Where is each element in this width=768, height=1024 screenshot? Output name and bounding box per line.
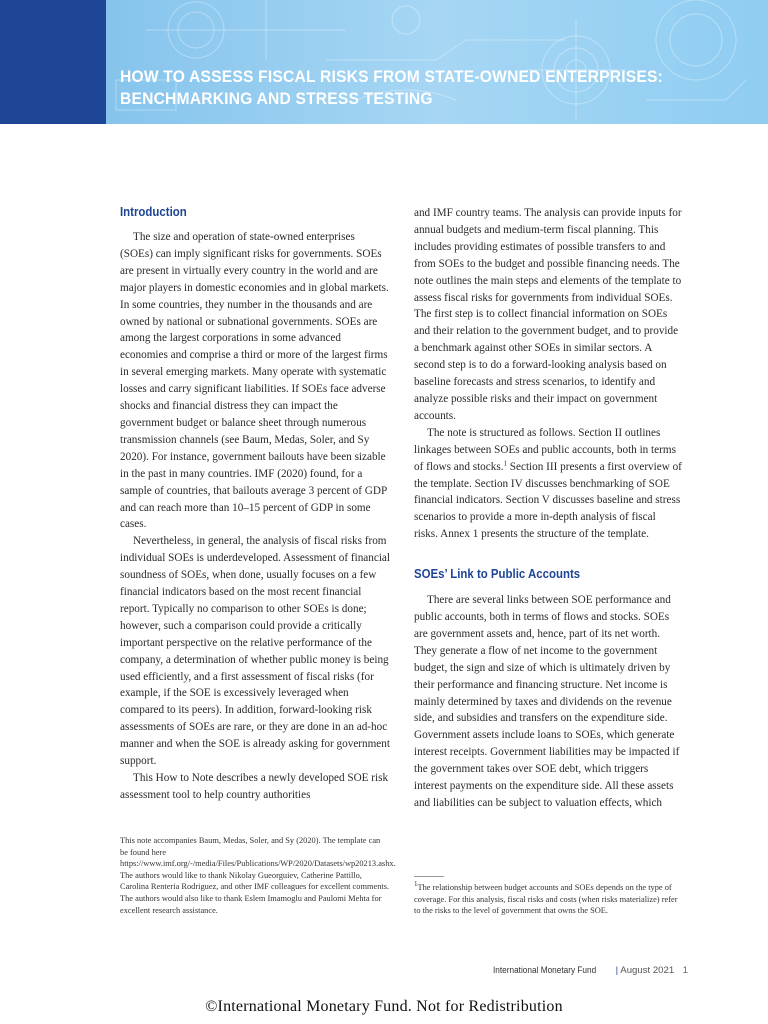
document-title-line-1: HOW TO ASSESS FISCAL RISKS FROM STATE-OWNED ENTERPRISES: xyxy=(120,67,663,86)
footer-organization: International Monetary Fund xyxy=(493,965,597,976)
left-column xyxy=(120,203,390,804)
page-number: 1 xyxy=(682,965,688,976)
right-column xyxy=(414,205,682,812)
introduction-paragraph-3: This How to Note describes a newly developed SOE risk assessment tool to help country authorities xyxy=(120,772,389,801)
page-footer xyxy=(493,965,688,976)
footnote-1-number: 1 xyxy=(414,880,418,889)
footnote-reference-1[interactable]: 1 xyxy=(503,458,507,467)
structure-paragraph xyxy=(414,425,682,543)
soes-link-heading: SOEs’ Link to Public Accounts xyxy=(414,566,581,582)
copyright-notice: ©International Monetary Fund. Not for Redistribution xyxy=(205,998,563,1015)
introduction-heading: Introduction xyxy=(120,204,187,219)
footnote-1 xyxy=(414,882,684,917)
document-title xyxy=(120,66,672,110)
header-blue-block xyxy=(0,0,106,124)
footer-date: August 2021 xyxy=(620,965,675,976)
title-footnote: This note accompanies Baum, Medas, Soler, and Sy (2020). The template can be found here https://www.imf.org/-/media/Files/Publications/WP/2020/Datasets/wp20213.ashx. The authors would like to thank Nikolay Gueorguiev, Catherine Pattillo, Carolina Renteria Rodriguez, and other IMF colleagues for excellent comments. The authors would also like to thank Eslem Imamoglu and Paulomi Mehta for excellent research assistance. xyxy=(120,836,396,915)
header-banner xyxy=(0,0,768,124)
document-title-line-2: BENCHMARKING AND STRESS TESTING xyxy=(120,89,433,108)
structure-text-1: The note is structured as follows. Section II outlines linkages between SOEs and public accounts, both in terms of flows and stocks. xyxy=(414,426,676,473)
introduction-paragraph-1: The size and operation of state-owned enterprises (SOEs) can imply significant risks for governments. SOEs are present in virtually every country in the world and are major players in domestic economies and in global markets. In some countries, they number in the thousands and are owned by national or subnational governments. SOEs are among the largest corporations in some advanced economies and comprise a third or more of the largest firms in several emerging markets. Many operate with systematic losses and carry significant liabilities. If SOEs face adverse shocks and financial distress they can impact the government budget or balance sheet through numerous transmission channels (see Baum, Medas, Soler, and Sy 2020). For instance, government bailouts have been sizable in the past in many countries. IMF (2020) found, for a sample of countries, that bailouts average 3 percent of GDP and can reach more than 10–15 percent of GDP in some cases. xyxy=(120,231,389,531)
footer-separator: | xyxy=(613,965,621,976)
footnote-1-text: The relationship between budget accounts and SOEs depends on the type of coverage. For this analysis, fiscal risks and costs (when risks materialize) refer to the risks to the level of government that owns the SOE. xyxy=(414,883,678,916)
soes-link-paragraph: There are several links between SOE performance and public accounts, both in terms of flows and stocks. SOEs are government assets and, hence, part of its net worth. They generate a flow of net income to the government budget, the sign and size of which is ultimately driven by their performance and financing structure. Net income is mainly determined by taxes and dividends on the revenue side, and subsidies and transfers on the expenditure side. Government assets include loans to SOEs, which generate interest receipts. Government liabilities may be impacted if the government takes over SOE debt, which triggers interest payments on the expenditure side. All these assets and liabilities can be subject to valuation effects, which xyxy=(414,594,680,809)
structure-text-2: Section III presents a first overview of the template. Section IV discusses benchmarking of SOE financial indicators. Section V discusses baseline and stress scenarios to provide a more in-depth analysis of fiscal risks. Annex 1 presents the structure of the template. xyxy=(414,460,682,541)
introduction-paragraph-2: Nevertheless, in general, the analysis of fiscal risks from individual SOEs is underdeveloped. Assessment of financial soundness of SOEs, when done, usually focuses on a few financial indicators based on the most recent financial report. Typically no comparison to other SOEs is done; however, such a comparison could provide a critically important perspective on the relative performance of the company, a determination of whether public money is being used efficiently, and a first assessment of fiscal risks (for example, if the SOE is excessively leveraged when compared to its peers). In addition, forward-looking risk assessments of SOEs are rare, or they are done in an ad-hoc manner and when the SOE is already asking for government support. xyxy=(120,535,391,768)
introduction-continuation: and IMF country teams. The analysis can provide inputs for annual budgets and medium-term fiscal planning. This includes providing estimates of possible transfers to and from SOEs to the budget and possible financing needs. The note outlines the main steps and elements of the template to assess fiscal risks for governments from individual SOEs. The first step is to collect financial information on SOEs and their relation to the government budget, and to provide a benchmark against other SOEs in similar sectors. A second step is to do a forward-looking analysis based on baseline forecasts and stress scenarios, to identify and analyze possible risks and their impact on government accounts. xyxy=(414,207,682,422)
footnote-rule xyxy=(414,876,444,877)
